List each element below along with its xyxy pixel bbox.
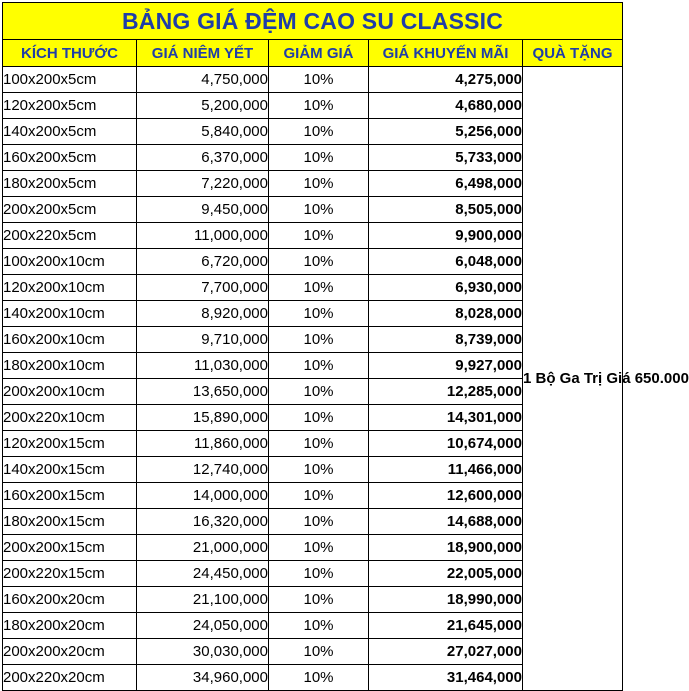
discount-cell: 10% [269, 145, 369, 171]
header-gift: QUÀ TẶNG [523, 40, 623, 67]
promo-price-cell: 12,285,000 [369, 379, 523, 405]
promo-price-cell: 14,301,000 [369, 405, 523, 431]
size-cell: 180x200x20cm [3, 613, 137, 639]
size-cell: 140x200x5cm [3, 119, 137, 145]
discount-cell: 10% [269, 535, 369, 561]
discount-cell: 10% [269, 405, 369, 431]
promo-price-cell: 4,680,000 [369, 93, 523, 119]
promo-price-cell: 6,498,000 [369, 171, 523, 197]
discount-cell: 10% [269, 561, 369, 587]
promo-price-cell: 31,464,000 [369, 665, 523, 691]
list-price-cell: 12,740,000 [137, 457, 269, 483]
discount-cell: 10% [269, 457, 369, 483]
promo-price-cell: 18,900,000 [369, 535, 523, 561]
list-price-cell: 7,220,000 [137, 171, 269, 197]
list-price-cell: 14,000,000 [137, 483, 269, 509]
promo-price-cell: 22,005,000 [369, 561, 523, 587]
size-cell: 200x200x15cm [3, 535, 137, 561]
size-cell: 200x220x10cm [3, 405, 137, 431]
list-price-cell: 21,000,000 [137, 535, 269, 561]
size-cell: 200x220x15cm [3, 561, 137, 587]
promo-price-cell: 6,048,000 [369, 249, 523, 275]
discount-cell: 10% [269, 665, 369, 691]
list-price-cell: 9,710,000 [137, 327, 269, 353]
promo-price-cell: 8,505,000 [369, 197, 523, 223]
list-price-cell: 30,030,000 [137, 639, 269, 665]
promo-price-cell: 5,733,000 [369, 145, 523, 171]
promo-price-cell: 5,256,000 [369, 119, 523, 145]
list-price-cell: 24,050,000 [137, 613, 269, 639]
table-row [3, 67, 623, 93]
discount-cell: 10% [269, 301, 369, 327]
list-price-cell: 6,370,000 [137, 145, 269, 171]
list-price-cell: 16,320,000 [137, 509, 269, 535]
discount-cell: 10% [269, 197, 369, 223]
list-price-cell: 15,890,000 [137, 405, 269, 431]
size-cell: 200x200x20cm [3, 639, 137, 665]
discount-cell: 10% [269, 67, 369, 93]
promo-price-cell: 6,930,000 [369, 275, 523, 301]
promo-price-cell: 18,990,000 [369, 587, 523, 613]
discount-cell: 10% [269, 379, 369, 405]
header-list-price: GIÁ NIÊM YẾT [137, 40, 269, 67]
list-price-cell: 6,720,000 [137, 249, 269, 275]
price-table [2, 2, 689, 691]
header-size: KÍCH THƯỚC [3, 40, 137, 67]
discount-cell: 10% [269, 587, 369, 613]
promo-price-cell: 8,739,000 [369, 327, 523, 353]
promo-price-cell: 9,927,000 [369, 353, 523, 379]
promo-price-cell: 10,674,000 [369, 431, 523, 457]
table-title: BẢNG GIÁ ĐỆM CAO SU CLASSIC [3, 3, 623, 40]
promo-price-cell: 4,275,000 [369, 67, 523, 93]
discount-cell: 10% [269, 93, 369, 119]
discount-cell: 10% [269, 223, 369, 249]
promo-price-cell: 21,645,000 [369, 613, 523, 639]
list-price-cell: 4,750,000 [137, 67, 269, 93]
size-cell: 120x200x10cm [3, 275, 137, 301]
discount-cell: 10% [269, 119, 369, 145]
size-cell: 160x200x10cm [3, 327, 137, 353]
size-cell: 140x200x10cm [3, 301, 137, 327]
size-cell: 180x200x5cm [3, 171, 137, 197]
size-cell: 180x200x10cm [3, 353, 137, 379]
discount-cell: 10% [269, 353, 369, 379]
promo-price-cell: 27,027,000 [369, 639, 523, 665]
size-cell: 120x200x15cm [3, 431, 137, 457]
promo-price-cell: 14,688,000 [369, 509, 523, 535]
list-price-cell: 13,650,000 [137, 379, 269, 405]
size-cell: 160x200x5cm [3, 145, 137, 171]
size-cell: 200x220x5cm [3, 223, 137, 249]
discount-cell: 10% [269, 639, 369, 665]
discount-cell: 10% [269, 613, 369, 639]
promo-price-cell: 8,028,000 [369, 301, 523, 327]
list-price-cell: 21,100,000 [137, 587, 269, 613]
list-price-cell: 34,960,000 [137, 665, 269, 691]
list-price-cell: 11,860,000 [137, 431, 269, 457]
size-cell: 200x200x5cm [3, 197, 137, 223]
header-discount: GIẢM GIÁ [269, 40, 369, 67]
size-cell: 160x200x15cm [3, 483, 137, 509]
list-price-cell: 11,030,000 [137, 353, 269, 379]
promo-price-cell: 11,466,000 [369, 457, 523, 483]
discount-cell: 10% [269, 275, 369, 301]
size-cell: 180x200x15cm [3, 509, 137, 535]
discount-cell: 10% [269, 509, 369, 535]
header-promo-price: GIÁ KHUYẾN MÃI [369, 40, 523, 67]
size-cell: 120x200x5cm [3, 93, 137, 119]
discount-cell: 10% [269, 171, 369, 197]
discount-cell: 10% [269, 483, 369, 509]
discount-cell: 10% [269, 327, 369, 353]
size-cell: 160x200x20cm [3, 587, 137, 613]
promo-price-cell: 12,600,000 [369, 483, 523, 509]
list-price-cell: 24,450,000 [137, 561, 269, 587]
list-price-cell: 11,000,000 [137, 223, 269, 249]
promo-price-cell: 9,900,000 [369, 223, 523, 249]
list-price-cell: 9,450,000 [137, 197, 269, 223]
size-cell: 100x200x5cm [3, 67, 137, 93]
size-cell: 200x220x20cm [3, 665, 137, 691]
list-price-cell: 5,840,000 [137, 119, 269, 145]
size-cell: 140x200x15cm [3, 457, 137, 483]
size-cell: 100x200x10cm [3, 249, 137, 275]
size-cell: 200x200x10cm [3, 379, 137, 405]
list-price-cell: 8,920,000 [137, 301, 269, 327]
list-price-cell: 5,200,000 [137, 93, 269, 119]
list-price-cell: 7,700,000 [137, 275, 269, 301]
discount-cell: 10% [269, 431, 369, 457]
header-row [3, 40, 623, 67]
gift-cell: 1 Bộ Ga Trị Giá 650.000 [523, 67, 623, 691]
discount-cell: 10% [269, 249, 369, 275]
